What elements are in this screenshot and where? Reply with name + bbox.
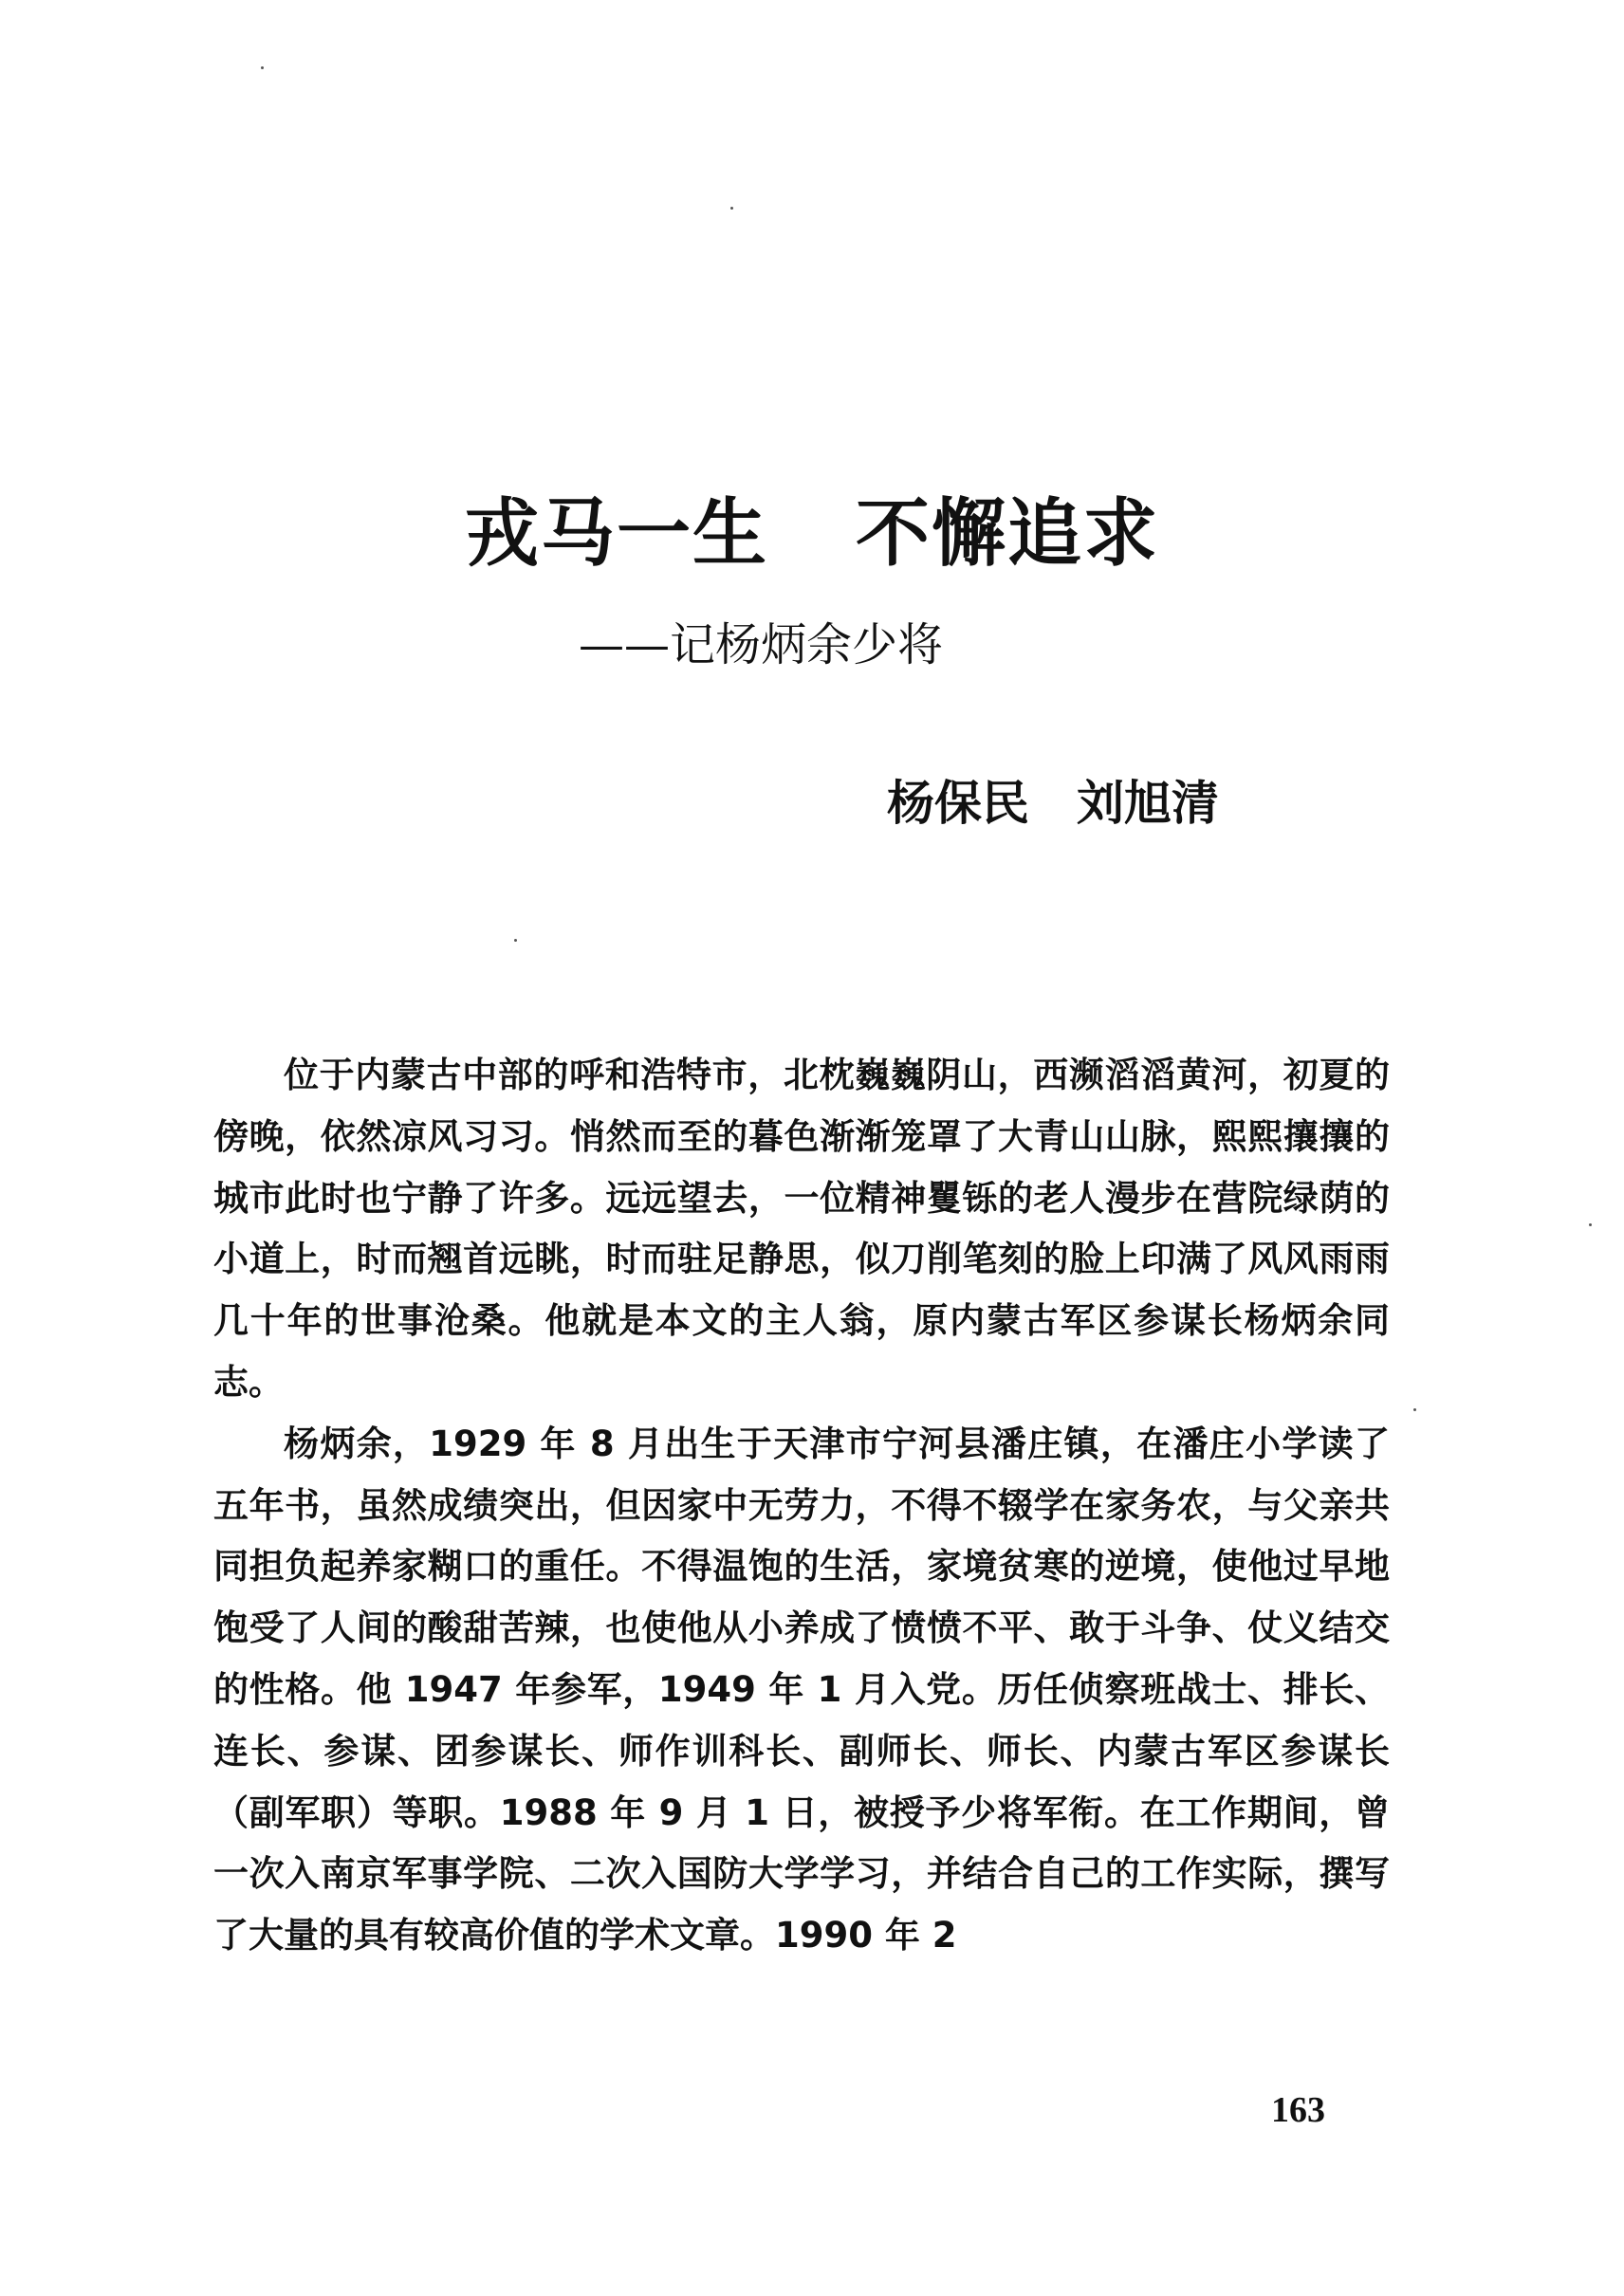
title-part-1: 戎马一生 [464, 490, 768, 577]
article-body [213, 1045, 1390, 1967]
title-part-2: 不懈追求 [856, 490, 1160, 577]
page-number: 163 [1271, 2090, 1325, 2130]
author-name: 杨保民 [887, 775, 1029, 831]
author-name: 刘旭清 [1077, 775, 1219, 831]
scan-speck [514, 939, 517, 942]
author-line [887, 770, 1219, 836]
paragraph: 位于内蒙古中部的呼和浩特市，北枕巍巍阴山，西濒滔滔黄河，初夏的傍晚，依然凉风习习。悄然而至的暮色渐渐笼罩了大青山山脉，熙熙攘攘的城市此时也宁静了许多。远远望去，一位精神矍铄的老人漫步在营院绿荫的小道上，时而翘首远眺，时而驻足静思，似刀削笔刻的脸上印满了风风雨雨几十年的世事沧桑。他就是本文的主人翁，原内蒙古军区参谋长杨炳余同志。 [213, 1055, 1390, 1403]
paragraph: 杨炳余，1929 年 8 月出生于天津市宁河县潘庄镇，在潘庄小学读了五年书，虽然成绩突出，但因家中无劳力，不得不辍学在家务农，与父亲共同担负起养家糊口的重任。不得温饱的生活，家境贫寒的逆境，使他过早地饱受了人间的酸甜苦辣，也使他从小养成了愤愤不平、敢于斗争、仗义结交的性格。他 1947 年参军，1949 年 1 月入党。历任侦察班战士、排长、连长、参谋、团参谋长、师作训科长、副师长、师长、内蒙古军区参谋长（副军职）等职。1988 年 9 月 1 日，被授予少将军衔。在工作期间，曾一次入南京军事学院、二次入国防大学学习，并结合自己的工作实际，撰写了大量的具有较高价值的学术文章。1990 年 2 [213, 1423, 1390, 1956]
scan-speck [730, 207, 733, 210]
article-title [0, 482, 1624, 586]
scan-speck [1589, 1223, 1592, 1226]
scan-speck [261, 66, 264, 69]
article-subtitle: ——记杨炳余少将 [579, 618, 944, 671]
scan-speck [1413, 1408, 1416, 1411]
